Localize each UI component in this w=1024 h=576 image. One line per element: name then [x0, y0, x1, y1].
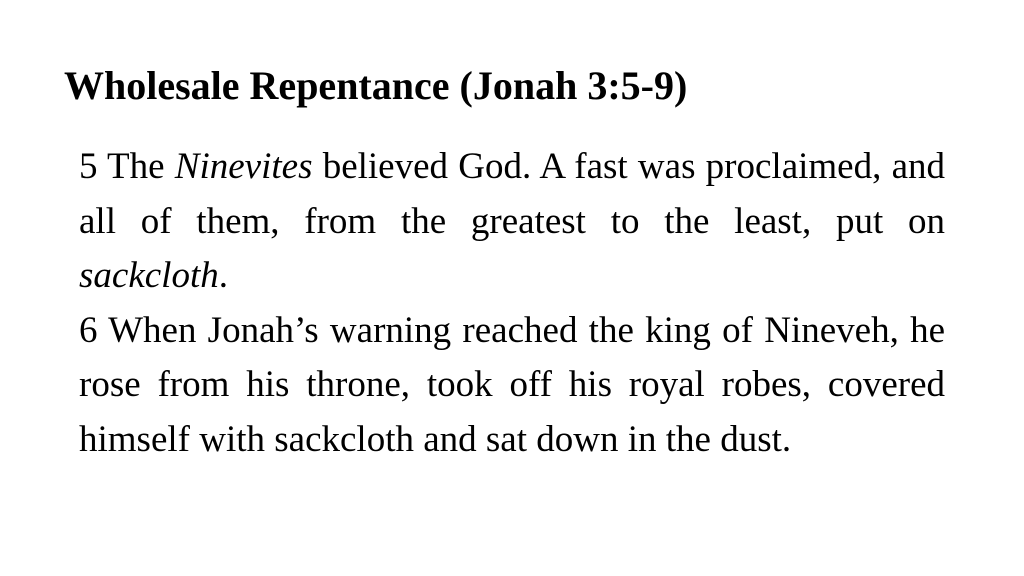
slide-title: Wholesale Repentance (Jonah 3:5-9) — [64, 63, 688, 108]
verse-5 — [79, 140, 945, 304]
verse-text: The — [107, 146, 165, 187]
verse-6 — [79, 304, 945, 468]
verse-italic-text: sackcloth — [79, 255, 219, 296]
verse-punctuation: . — [218, 255, 228, 296]
verse-number: 5 — [79, 146, 98, 187]
verse-italic-text: Ninevites — [174, 146, 313, 187]
verse-text: believed God. A fast was proclaimed, and all of them, from the greatest to the least, put on — [79, 146, 945, 242]
verse-number: 6 — [79, 309, 98, 351]
verse-text: When Jonah’s warning reached the king of Nineveh, he rose from his throne, took off his royal robes, covered himself with sackcloth and sat down in the dust. — [79, 309, 945, 460]
slide-body — [79, 140, 945, 467]
